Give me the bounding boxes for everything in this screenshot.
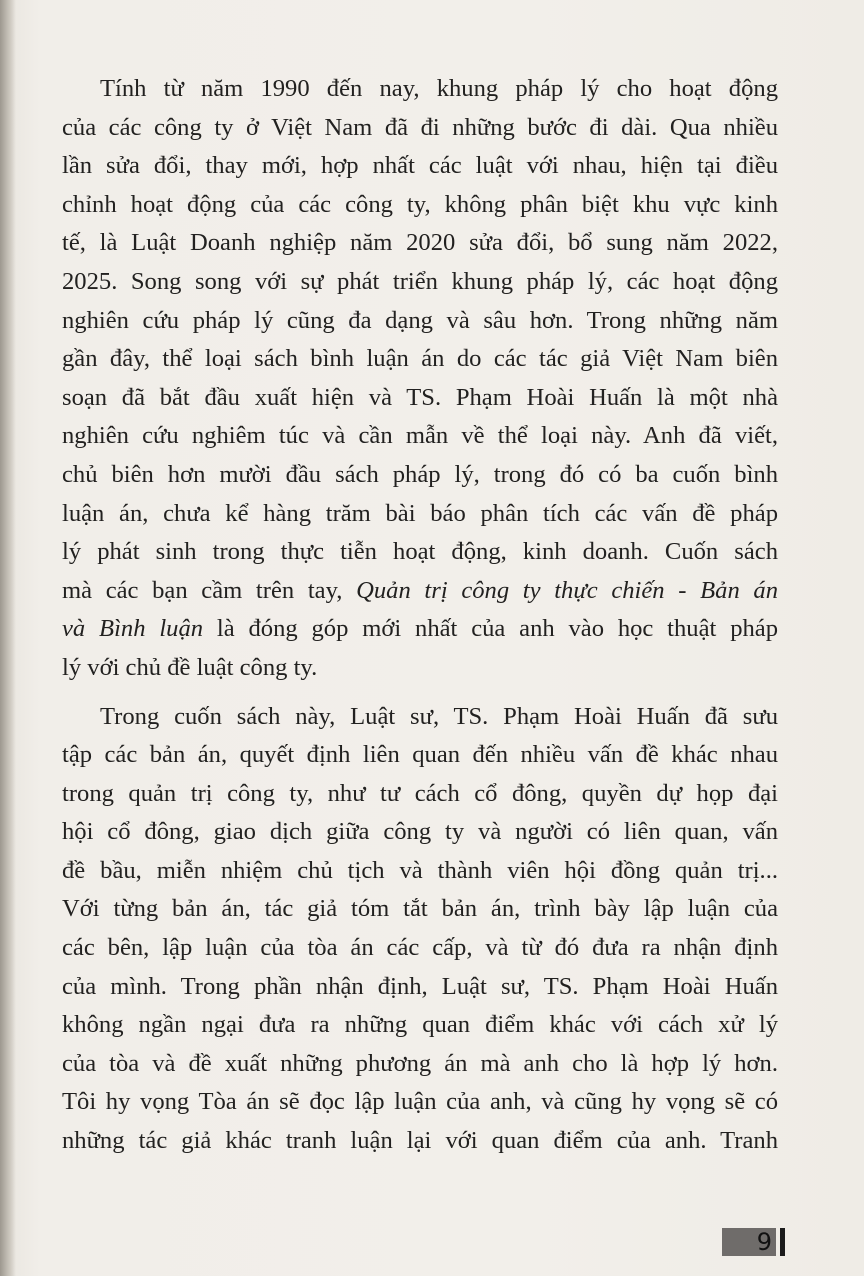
text-line: nghiên cứu nghiêm túc và cần mẫn về thể loại này. Anh đã viết, [62,422,778,450]
page-number-box [722,1228,782,1256]
text-line: tế, là Luật Doanh nghiệp năm 2020 sửa đổi, bổ sung năm 2022, [62,229,778,257]
text-line: các bên, lập luận của tòa án các cấp, và từ đó đưa ra nhận định [62,934,778,962]
text-line: mà các bạn cầm trên tay, Quản trị công ty thực chiến - Bản án [62,576,779,604]
text-line: Với từng bản án, tác giả tóm tắt bản án, trình bày lập luận của [62,895,778,923]
text-line: lần sửa đổi, thay mới, hợp nhất các luật với nhau, hiện tại điều [62,152,778,180]
page-number-bar [780,1228,785,1256]
text-line: đề bầu, miễn nhiệm chủ tịch và thành viên hội đồng quản trị... [62,856,778,884]
paragraph-1 [62,70,778,688]
text-line: Tôi hy vọng Tòa án sẽ đọc lập luận của anh, và cũng hy vọng sẽ có [62,1088,778,1116]
text-line: gần đây, thể loại sách bình luận án do các tác giả Việt Nam biên [62,345,778,373]
text-line: nghiên cứu pháp lý cũng đa dạng và sâu hơn. Trong những năm [62,306,778,334]
text-line: hội cổ đông, giao dịch giữa công ty và người có liên quan, vấn [62,818,778,846]
text-line: Tính từ năm 1990 đến nay, khung pháp lý cho hoạt động [100,75,778,102]
text-line: trong quản trị công ty, như tư cách cổ đông, quyền dự họp đại [62,779,778,807]
paragraph-2 [62,698,778,1161]
text-line: không ngần ngại đưa ra những quan điểm khác với cách xử lý [62,1011,778,1039]
text-line: những tác giả khác tranh luận lại với quan điểm của anh. Tranh [62,1127,778,1155]
text-line: soạn đã bắt đầu xuất hiện và TS. Phạm Hoài Huấn là một nhà [62,383,778,411]
text-line: và Bình luận là đóng góp mới nhất của anh vào học thuật pháp [62,615,778,643]
text-line: luận án, chưa kể hàng trăm bài báo phân tích các vấn đề pháp [62,499,778,527]
text-line: 2025. Song song với sự phát triển khung pháp lý, các hoạt động [62,267,778,295]
body-text [62,70,778,1161]
text-line: tập các bản án, quyết định liên quan đến nhiều vấn đề khác nhau [62,741,778,769]
page-number: 9 [756,1228,772,1256]
text-line: lý với chủ đề luật công ty. [62,653,318,681]
text-line: chủ biên hơn mười đầu sách pháp lý, trong đó có ba cuốn bình [62,460,778,488]
book-title-italic: và Bình luận [62,615,204,643]
text-line: lý phát sinh trong thực tiễn hoạt động, kinh doanh. Cuốn sách [62,538,778,566]
text-line: của mình. Trong phần nhận định, Luật sư, TS. Phạm Hoài Huấn [62,972,778,1000]
book-spine-shadow [0,0,16,1276]
text-line: của các công ty ở Việt Nam đã đi những bước đi dài. Qua nhiều [62,113,778,141]
text-line: Trong cuốn sách này, Luật sư, TS. Phạm Hoài Huấn đã sưu [100,702,778,730]
book-title-italic: Quản trị công ty thực chiến - Bản án [356,576,779,604]
text-line: chỉnh hoạt động của các công ty, không phân biệt khu vực kinh [62,190,778,218]
text-line: của tòa và đề xuất những phương án mà anh cho là hợp lý hơn. [62,1049,778,1077]
